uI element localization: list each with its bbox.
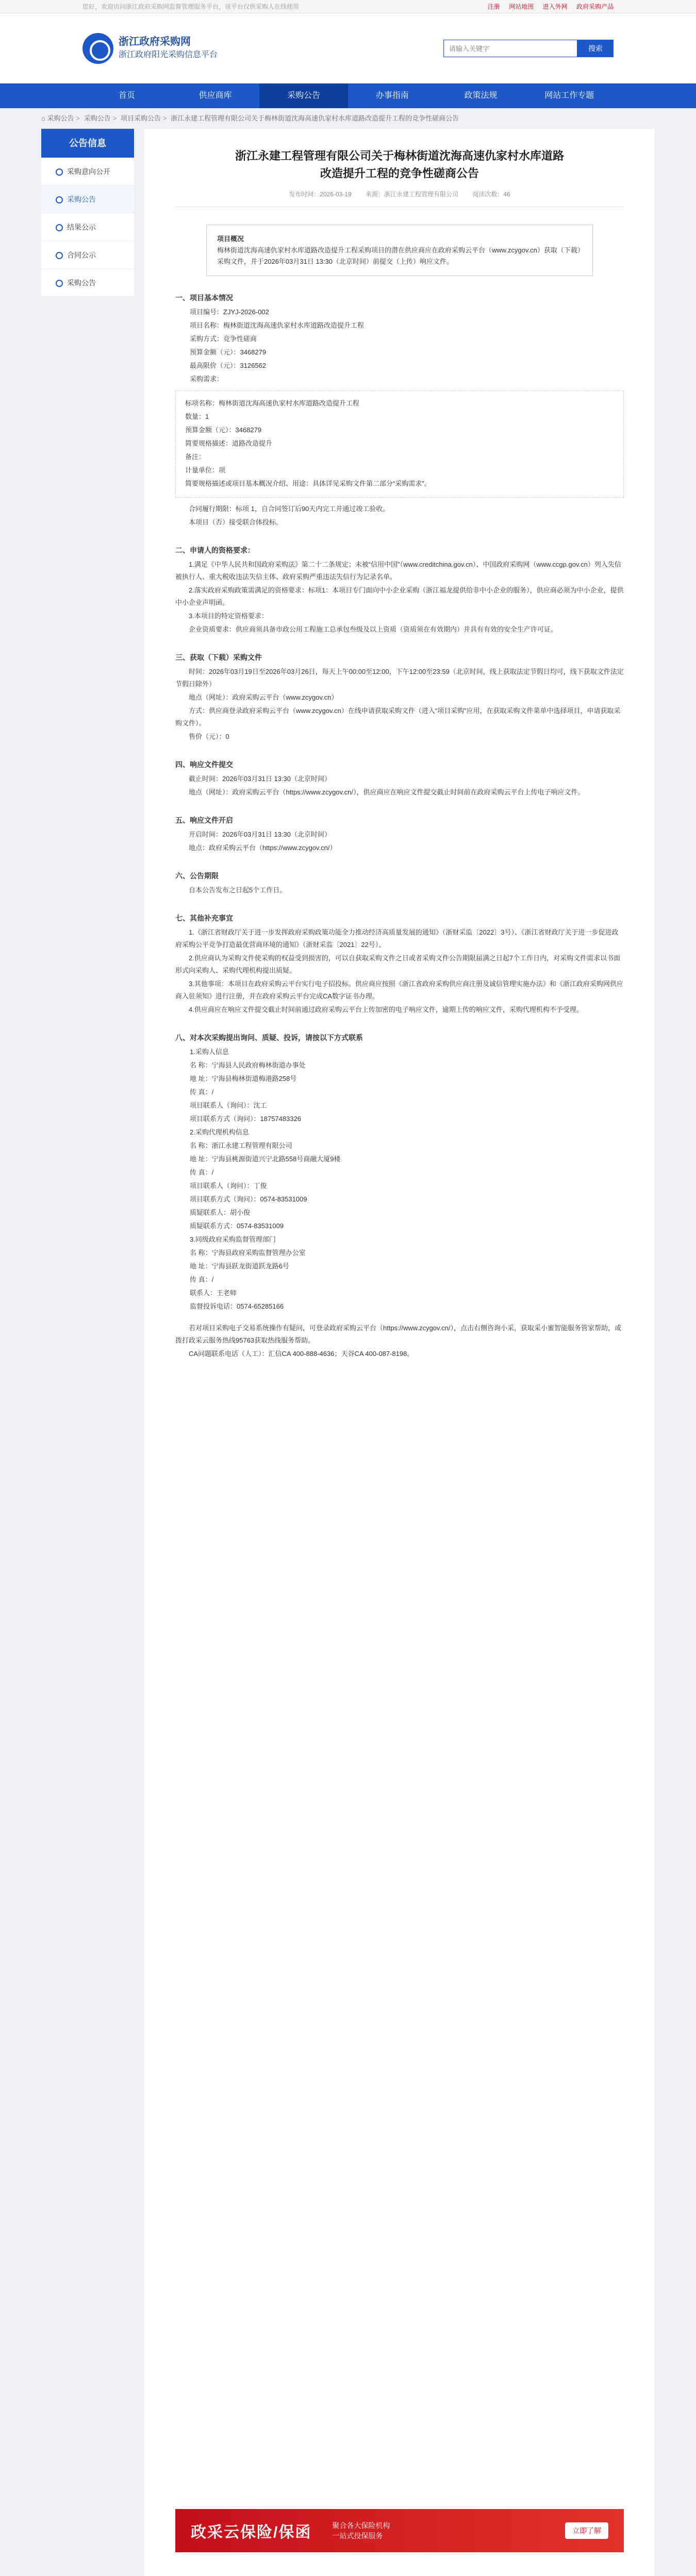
contact-row: 质疑联系人：胡小俊 <box>190 1209 251 1216</box>
contact-row: 项目联系方式（询问）：0574-83531009 <box>190 1195 307 1203</box>
site-logo[interactable] <box>82 33 218 64</box>
contract-period: 合同履行期限：标项 1，自合同签订后90天内完工并通过竣工验收。 <box>189 505 390 513</box>
breadcrumb-item[interactable]: 采购公告 <box>84 114 111 122</box>
section-heading: 六、公告期限 <box>175 872 219 880</box>
contact-group-title: 1.采购人信息 <box>190 1048 229 1056</box>
banner-title: 政采云保险/保函 <box>191 2524 312 2541</box>
sidebar <box>41 129 134 297</box>
top-links <box>480 2 614 11</box>
paragraph: 1.《浙江省财政厅关于进一步发挥政府采购政策功能全力推动经济高质量发展的通知》（浙财采监〔2022〕3号）、《浙江省财政厅关于进一步促进政府采购公平竞争打造最优营商环境的通知》（浙财采监〔2021〕22号）。 <box>175 928 619 948</box>
home-icon[interactable]: ⌂ <box>41 114 47 122</box>
view-count: 阅读次数：46 <box>472 191 510 198</box>
contact-row: 名 称：宁海县政府采购监督管理办公室 <box>190 1249 306 1257</box>
banner-sub2: 一站式投保服务 <box>332 2532 383 2540</box>
contact-row: 联系人：王老师 <box>190 1289 237 1297</box>
lot-description: 简要规格描述或项目基本概况介绍、用途：具体详见采购文件第二部分“采购需求”。 <box>185 480 431 487</box>
ca-note: CA问题联系电话（人工）：汇信CA 400-888-4636；天谷CA 400-087-8198。 <box>189 1350 414 1358</box>
section-opening <box>175 814 624 854</box>
section-other <box>175 912 624 1016</box>
breadcrumb-current: 浙江永建工程管理有限公司关于梅林街道沈海高速仇家村水库道路改造提升工程的竞争性磋商公告 <box>171 114 459 122</box>
contact-row: 名 称：浙江永建工程管理有限公司 <box>190 1142 292 1149</box>
paragraph: 3.其他事项：本项目在政府采购云平台实行电子招投标。供应商应按照《浙江省政府采购供应商注册及诚信管理实施办法》和《浙江政府采购网供应商入驻须知》进行注册，并在政府采购云平台完成CA数字证书办理。 <box>175 980 623 1000</box>
logo-emblem-icon <box>82 33 113 64</box>
contact-row: 传 真：/ <box>190 1168 214 1176</box>
sidebar-item-result[interactable]: 结果公示 <box>41 213 134 241</box>
section-period <box>175 870 624 896</box>
paragraph: 方式：供应商登录政府采购云平台（www.zcygov.cn）在线申请获取采购文件（进入“项目采购”应用，在获取采购文件菜单中选择项目，申请获取采购文件）。 <box>175 707 621 727</box>
lot-spec: 简要规格描述：道路改造提升 <box>185 439 273 447</box>
section-heading: 一、项目基本情况 <box>175 294 233 302</box>
paragraph: 时间：2026年03月19日至2026年03月26日，每天上午00:00至12:00，下午12:00至23:59（北京时间，线上获取法定节假日均可，线下获取文件法定节假日除外） <box>175 668 624 688</box>
paragraph: 4.供应商应在响应文件提交截止时间前通过政府采购云平台上传加密的电子响应文件，逾期上传的响应文件，采购代理机构不予受理。 <box>189 1006 583 1013</box>
logo-title: 浙江政府采购网 <box>119 36 191 47</box>
contact-row: 项目联系人（询问）：丁俊 <box>190 1182 267 1190</box>
top-link-products[interactable]: 政府采购产品 <box>576 3 614 10</box>
budget-amount: 预算金额（元）：3468279 <box>190 348 267 356</box>
requirement-box <box>175 391 624 498</box>
breadcrumb-item[interactable]: 项目采购公告 <box>120 114 161 122</box>
logo-subtitle: 浙江政府阳光采购信息平台 <box>119 50 218 59</box>
search-button[interactable]: 搜索 <box>577 40 614 57</box>
section-heading: 二、申请人的资格要求： <box>175 546 255 554</box>
section-submission <box>175 758 624 799</box>
nav-topics[interactable]: 网站工作专题 <box>544 91 594 100</box>
sidebar-item-announcement[interactable]: 采购公告 <box>41 185 134 213</box>
search-input[interactable] <box>443 40 577 57</box>
article-meta <box>175 190 624 207</box>
main-nav <box>0 83 696 108</box>
project-summary <box>206 225 593 276</box>
consortium-note: 本项目（否）接受联合体投标。 <box>189 518 283 526</box>
section-heading: 四、响应文件提交 <box>175 760 233 769</box>
page-body <box>0 129 696 2576</box>
section-heading: 五、响应文件开启 <box>175 816 233 824</box>
nav-announcements[interactable]: 采购公告 <box>259 83 348 108</box>
breadcrumb: ⌂ 采购公告 > 采购公告 > 项目采购公告 > 浙江永建工程管理有限公司关于梅林街道沈海高速仇家村水库道路改造提升工程的竞争性磋商公告 <box>0 108 696 129</box>
paragraph: 自本公告发布之日起5个工作日。 <box>189 886 287 894</box>
paragraph: 地点：政府采购云平台（https://www.zcygov.cn/） <box>189 844 337 852</box>
paragraph: 开启时间：2026年03月31日 13:30（北京时间） <box>189 831 331 838</box>
requirement-label: 采购需求： <box>190 375 224 383</box>
paragraph: 1.满足《中华人民共和国政府采购法》第二十二条规定；未被“信用中国”（www.creditchina.gov.cn）、中国政府采购网（www.ccgp.gov.cn）列入失信被执行人、重大税收违法失信主体、政府采购严重违法失信行为记录名单。 <box>175 561 621 581</box>
contact-row: 地 址：宁海县跃龙街道跃龙路6号 <box>190 1262 289 1270</box>
top-bar <box>0 0 696 13</box>
section-contact <box>175 1031 624 1360</box>
paragraph: 售价（元）：0 <box>189 733 229 740</box>
section-heading: 八、对本次采购提出询问、质疑、投诉，请按以下方式联系 <box>175 1033 363 1042</box>
platform-note: 若对项目采购电子交易系统操作有疑问，可登录政府采购云平台（https://www.zcygov.cn/），点击右侧咨询小采，获取采小蜜智能服务管家帮助，或拨打政采云服务热线95763获取热线服务帮助。 <box>175 1324 622 1344</box>
nav-home[interactable]: 首页 <box>118 91 135 100</box>
nav-suppliers[interactable]: 供应商库 <box>198 91 232 100</box>
contact-row: 项目联系方式（询问）：18757483326 <box>190 1115 302 1123</box>
section-basic-info <box>175 292 624 529</box>
lot-budget: 预算金额（元）：3468279 <box>185 426 262 434</box>
lot-quantity: 数量：1 <box>185 413 209 420</box>
contact-row: 传 真：/ <box>190 1088 214 1096</box>
nav-guide[interactable]: 办事指南 <box>375 91 409 100</box>
site-header <box>0 13 696 83</box>
contact-row: 地 址：宁海县桃源街道兴宁北路558号商融大厦9楼 <box>190 1155 341 1163</box>
contact-row: 地 址：宁海县梅林街道梅港路258号 <box>190 1075 297 1082</box>
search-box <box>443 40 614 57</box>
contact-group-title: 3.同级政府采购监督管理部门 <box>190 1235 276 1243</box>
welcome-text: 您好，欢迎访问浙江政府采购网监督管理服务平台，该平台仅供采购人在线使用 <box>82 3 300 10</box>
paragraph: 地点（网址）：政府采购云平台（https://www.zcygov.cn/），供应商应在响应文件提交截止时间前在政府采购云平台上传电子响应文件。 <box>189 788 585 796</box>
banner-text <box>332 2520 390 2541</box>
contact-row: 项目联系人（询问）：沈工 <box>190 1101 267 1109</box>
section-heading: 三、获取（下载）采购文件 <box>175 653 262 662</box>
top-link-external[interactable]: 进入外网 <box>542 3 568 10</box>
contact-group-title: 2.采购代理机构信息 <box>190 1128 249 1136</box>
paragraph: 3.本项目的特定资格要求： <box>189 612 268 620</box>
lot-unit: 计量单位：项 <box>185 466 226 474</box>
contact-row: 质疑联系方式：0574-83531009 <box>190 1222 284 1230</box>
publish-time: 发布时间：2026-03-19 <box>289 191 352 198</box>
article <box>144 129 655 2576</box>
section-heading: 七、其他补充事宜 <box>175 914 233 922</box>
banner-sub1: 聚合各大保险机构 <box>332 2521 390 2530</box>
paragraph: 企业资质要求：供应商须具备市政公用工程施工总承包叁级及以上资质（资质须在有效期内）并具有有效的安全生产许可证。 <box>189 625 558 633</box>
summary-title: 项目概况 <box>217 235 244 243</box>
insurance-banner[interactable] <box>175 2509 624 2552</box>
sidebar-item-contract[interactable]: 合同公示 <box>41 241 134 269</box>
contact-row: 传 真：/ <box>190 1276 214 1283</box>
procurement-method: 采购方式：竞争性磋商 <box>190 335 257 343</box>
paragraph: 地点（网址）：政府采购云平台（www.zcygov.cn） <box>189 693 338 701</box>
paragraph: 2.供应商认为采购文件使采购的权益受到损害的，可以自获取采购文件之日或者采购文件公告期限届满之日起7个工作日内，对采购文件需求以书面形式向采购人、采购代理机构提出质疑。 <box>175 954 621 974</box>
contact-row: 名 称：宁海县人民政府梅林街道办事处 <box>190 1061 306 1069</box>
section-obtain-docs <box>175 651 624 743</box>
page-title: 浙江永建工程管理有限公司关于梅林街道沈海高速仇家村水库道路改造提升工程的竞争性磋商公告 <box>235 149 564 180</box>
lot-name: 标项名称：梅林街道沈海高速仇家村水库道路改造提升工程 <box>185 399 360 407</box>
top-link-sitemap[interactable]: 网站地图 <box>509 3 534 10</box>
max-price: 最高限价（元）：3126562 <box>190 362 267 369</box>
project-number: 项目编号：ZJYJ-2026-002 <box>190 308 269 316</box>
top-link-register[interactable]: 注册 <box>487 3 500 10</box>
summary-text: 梅林街道沈海高速仇家村水库道路改造提升工程采购项目的潜在供应商应在政府采购云平台（www.zcygov.cn）获取（下载）采购文件，并于2026年03月31日 13:30（北京时间）前提交（上传）响应文件。 <box>217 246 581 265</box>
nav-policy[interactable]: 政策法规 <box>464 91 498 100</box>
contact-row: 监督投诉电话：0574-65285166 <box>190 1302 284 1310</box>
paragraph: 2.落实政府采购政策需满足的资格要求：标项1：本项目专门面向中小企业采购（浙江福龙提供给非中小企业的服务），供应商必须为中小企业，提供中小企业声明函。 <box>175 586 624 606</box>
sidebar-item-announcement-2[interactable]: 采购公告 <box>41 269 134 297</box>
section-qualification <box>175 544 624 636</box>
lot-remark: 备注： <box>185 453 206 461</box>
sidebar-title: 公告信息 <box>41 129 134 158</box>
breadcrumb-item[interactable]: 采购公告 <box>47 114 74 122</box>
source: 来源：浙江永建工程管理有限公司 <box>366 191 459 198</box>
paragraph: 截止时间：2026年03月31日 13:30（北京时间） <box>189 775 331 783</box>
project-name: 项目名称：梅林街道沈海高速仇家村水库道路改造提升工程 <box>190 321 364 329</box>
banner-cta-button[interactable]: 立即了解 <box>565 2522 608 2539</box>
sidebar-item-intent[interactable]: 采购意向公开 <box>41 158 134 185</box>
